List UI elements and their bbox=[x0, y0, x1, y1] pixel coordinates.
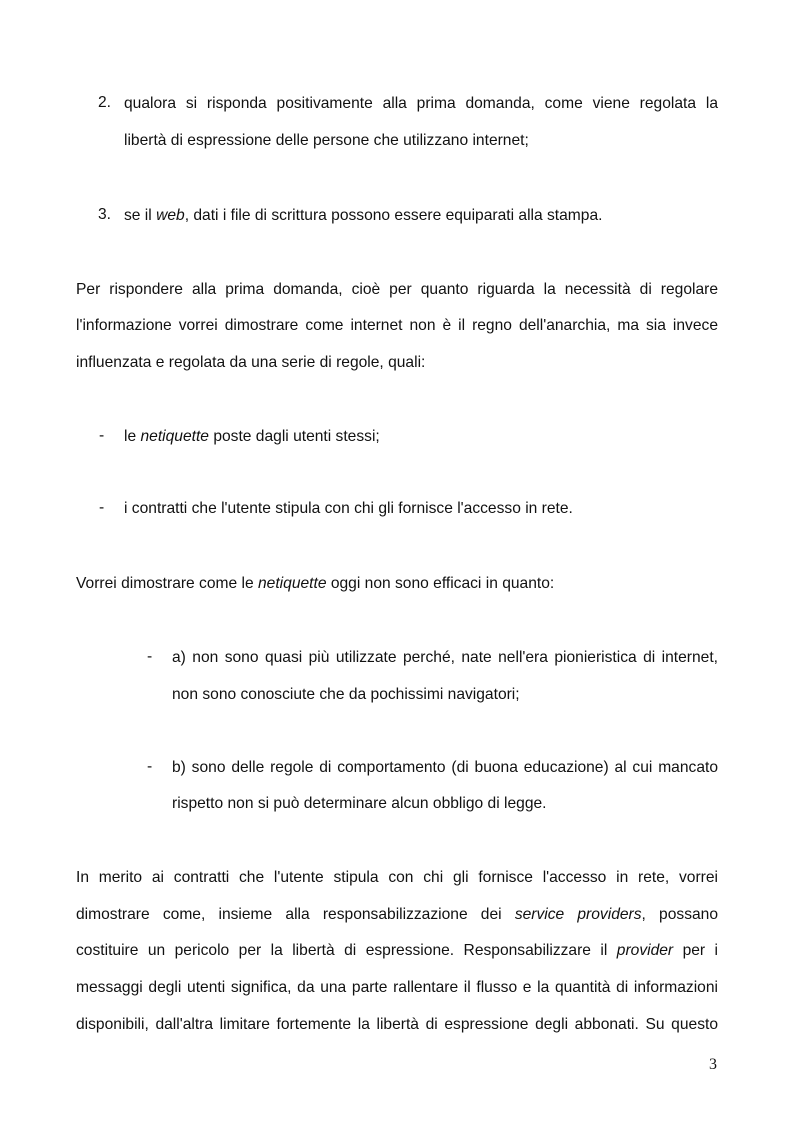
paragraph-1-line-3: influenzata e regolata da una serie di regole, quali: bbox=[76, 354, 426, 371]
bullet-dash: - bbox=[99, 427, 105, 444]
paragraph-3-line-3 bbox=[76, 941, 718, 961]
paragraph-3-emphasis-provider: provider bbox=[616, 942, 674, 959]
list-item-2-line-2: libertà di espressione delle persone che utilizzano internet; bbox=[124, 132, 529, 149]
list-item-3-pre: se il bbox=[124, 207, 157, 224]
bullet-netiquette bbox=[124, 427, 380, 447]
paragraph-3-line-3-pre: costituire un pericolo per la libertà di espressione. Responsabilizzare il bbox=[76, 942, 617, 959]
list-item-3-post: , dati i file di scrittura possono essere equiparati alla stampa. bbox=[184, 207, 603, 224]
paragraph-3-line-2 bbox=[76, 905, 718, 925]
paragraph-2-emphasis: netiquette bbox=[258, 575, 327, 592]
paragraph-3-emphasis-service-providers: service providers bbox=[514, 906, 642, 923]
bullet-a-line-2: non sono conosciute che da pochissimi navigatori; bbox=[172, 686, 520, 703]
paragraph-2-pre: Vorrei dimostrare come le bbox=[76, 575, 258, 592]
paragraph-3-line-5: disponibili, dall'altra limitare fortemente la libertà di espressione degli abbonati. Su questo bbox=[76, 1016, 718, 1033]
bullet-b-line-1: b) sono delle regole di comportamento (di buona educazione) al cui mancato bbox=[172, 759, 718, 776]
list-item-3-emphasis: web bbox=[156, 207, 185, 224]
paragraph-2 bbox=[76, 574, 554, 594]
paragraph-3-line-4: messaggi degli utenti significa, da una parte rallentare il flusso e la quantità di informazioni bbox=[76, 979, 718, 996]
list-item-3 bbox=[124, 206, 602, 226]
bullet-b-line-2: rispetto non si può determinare alcun obbligo di legge. bbox=[172, 795, 547, 812]
list-number-3: 3. bbox=[98, 206, 112, 223]
bullet-dash: - bbox=[147, 648, 153, 665]
bullet-netiquette-post: poste dagli utenti stessi; bbox=[208, 428, 380, 445]
paragraph-3-line-2-post: , possano bbox=[641, 906, 719, 923]
bullet-netiquette-emphasis: netiquette bbox=[140, 428, 209, 445]
list-item-2-line-1: qualora si risponda positivamente alla prima domanda, come viene regolata la bbox=[124, 95, 718, 112]
paragraph-1-line-2: l'informazione vorrei dimostrare come internet non è il regno dell'anarchia, ma sia invece bbox=[76, 317, 718, 334]
bullet-a-line-1: a) non sono quasi più utilizzate perché, nate nell'era pionieristica di internet, bbox=[172, 649, 718, 666]
page-number: 3 bbox=[709, 1056, 717, 1073]
list-number-2: 2. bbox=[98, 94, 112, 111]
bullet-dash: - bbox=[147, 758, 153, 775]
bullet-netiquette-pre: le bbox=[124, 428, 141, 445]
paragraph-2-post: oggi non sono efficaci in quanto: bbox=[326, 575, 555, 592]
paragraph-1-line-1: Per rispondere alla prima domanda, cioè per quanto riguarda la necessità di regolare bbox=[76, 281, 718, 298]
paragraph-3-line-1: In merito ai contratti che l'utente stipula con chi gli fornisce l'accesso in rete, vorrei bbox=[76, 869, 718, 886]
paragraph-3-line-3-post: per i bbox=[673, 942, 719, 959]
bullet-contratti: i contratti che l'utente stipula con chi gli fornisce l'accesso in rete. bbox=[124, 500, 573, 517]
bullet-dash: - bbox=[99, 499, 105, 516]
paragraph-3-line-2-pre: dimostrare come, insieme alla responsabilizzazione dei bbox=[76, 906, 515, 923]
